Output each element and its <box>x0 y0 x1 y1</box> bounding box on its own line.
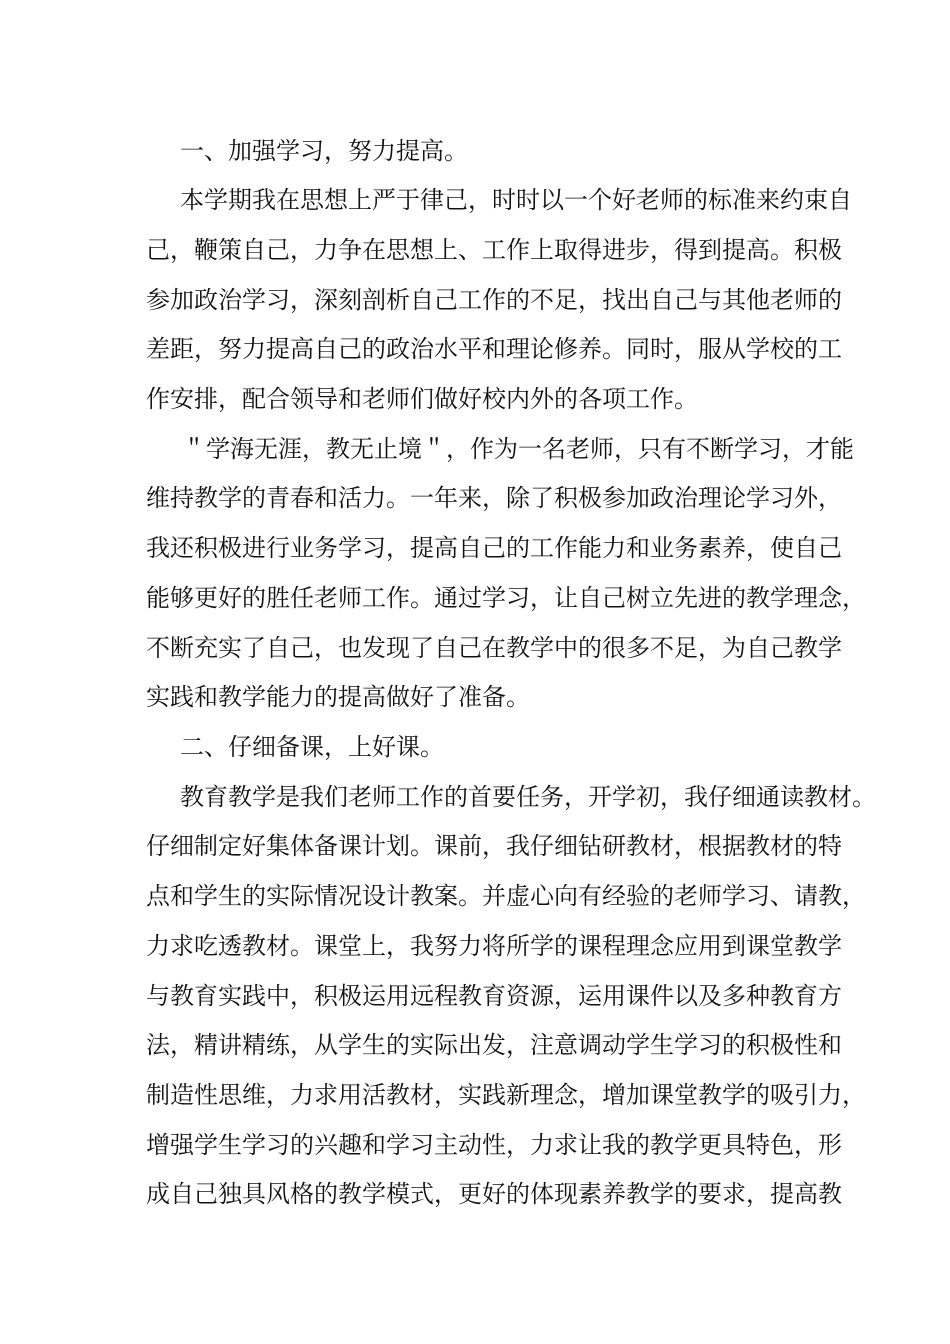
paragraph-line: 实践和教学能力的提高做好了准备。 <box>146 683 530 711</box>
paragraph-line: 我还积极进行业务学习，提高自己的工作能力和业务素养，使自己 <box>146 534 842 562</box>
paragraph-line: 点和学生的实际情况设计教案。并虚心向有经验的老师学习、请教， <box>146 882 866 910</box>
paragraph-line: 差距，努力提高自己的政治水平和理论修养。同时，服从学校的工 <box>146 335 842 363</box>
paragraph-line: 力求吃透教材。课堂上，我努力将所学的课程理念应用到课堂教学 <box>146 932 842 960</box>
section-heading-1: 一、加强学习，努力提高。 <box>180 137 468 165</box>
paragraph-line: 能够更好的胜任老师工作。通过学习，让自己树立先进的教学理念， <box>146 584 866 612</box>
paragraph-line: 法，精讲精练，从学生的实际出发，注意调动学生学习的积极性和 <box>146 1031 842 1059</box>
paragraph-line: 制造性思维，力求用活教材，实践新理念，增加课堂教学的吸引力， <box>146 1081 866 1109</box>
paragraph-line: 参加政治学习，深刻剖析自己工作的不足，找出自己与其他老师的 <box>146 286 842 314</box>
paragraph-line: 作安排，配合领导和老师们做好校内外的各项工作。 <box>146 385 698 413</box>
paragraph-line: 己，鞭策自己，力争在思想上、工作上取得进步，得到提高。积极 <box>146 236 842 264</box>
paragraph-line: 与教育实践中，积极运用远程教育资源，运用课件以及多种教育方 <box>146 982 842 1010</box>
paragraph-line: 增强学生学习的兴趣和学习主动性，力求让我的教学更具特色，形 <box>146 1131 842 1159</box>
paragraph-line: 维持教学的青春和活力。一年来，除了积极参加政治理论学习外， <box>146 484 842 512</box>
paragraph-line: 本学期我在思想上严于律己，时时以一个好老师的标准来约束自 <box>180 186 852 214</box>
section-heading-2: 二、仔细备课，上好课。 <box>180 733 444 761</box>
paragraph-line: ＂学海无涯，教无止境＂，作为一名老师，只有不断学习，才能 <box>182 435 854 463</box>
paragraph-line: 不断充实了自己，也发现了自己在教学中的很多不足，为自己教学 <box>146 634 842 662</box>
paragraph-line: 教育教学是我们老师工作的首要任务，开学初，我仔细通读教材。 <box>180 783 876 811</box>
paragraph-line: 仔细制定好集体备课计划。课前，我仔细钻研教材，根据教材的特 <box>146 832 842 860</box>
paragraph-line: 成自己独具风格的教学模式，更好的体现素养教学的要求，提高教 <box>146 1180 842 1208</box>
